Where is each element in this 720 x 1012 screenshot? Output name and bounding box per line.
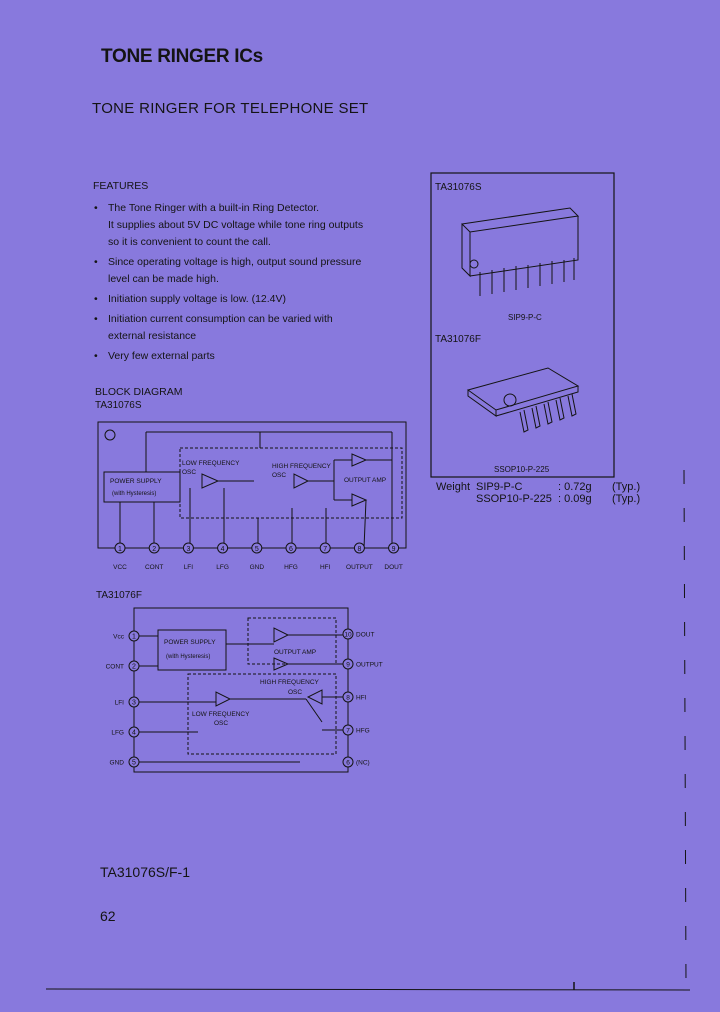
- feature-item: • Initiation current consumption can be varied with external resistance: [92, 311, 412, 345]
- high-frequency-amp-icon: [308, 690, 322, 704]
- pin-number: 2: [152, 546, 157, 553]
- features-list: [92, 200, 412, 368]
- weight-value: : 0.09g: [558, 493, 592, 505]
- low-frequency-amp-icon: [202, 474, 218, 488]
- block-diagram-heading: BLOCK DIAGRAM: [95, 386, 183, 398]
- pin-label: LFG: [216, 564, 229, 571]
- pin-number: 8: [346, 694, 350, 702]
- pin-number: 2: [132, 663, 136, 671]
- page-subtitle: TONE RINGER FOR TELEPHONE SET: [92, 100, 369, 117]
- power-supply-label: POWER SUPPLY: [110, 478, 162, 485]
- pin-label: OUTPUT: [346, 564, 373, 571]
- block-diagram-f-label: TA31076F: [96, 590, 142, 601]
- pin-number: 7: [346, 727, 350, 735]
- high-frequency-label: HIGH FREQUENCY: [272, 463, 331, 470]
- pin-number: 5: [132, 759, 136, 767]
- power-supply-block: [104, 472, 180, 502]
- block-diagram-s-label: TA31076S: [95, 400, 142, 411]
- pin-columns: [106, 629, 383, 767]
- footer-part-number: TA31076S/F-1: [100, 864, 191, 880]
- pin-number: 1: [118, 546, 122, 553]
- page-number: 62: [100, 908, 116, 924]
- weight-value: : 0.72g: [558, 481, 592, 493]
- pin-label: HFI: [319, 564, 331, 571]
- pin-label: VCC: [113, 564, 127, 571]
- low-frequency-amp-icon: [216, 692, 230, 706]
- pin-label: OUTPUT: [356, 661, 383, 669]
- pin-label: HFI: [356, 694, 367, 702]
- feature-item: • Since operating voltage is high, output sound pressure level can be made high.: [92, 254, 412, 288]
- ssop10-package-name: SSOP10-P-225: [494, 465, 550, 474]
- pin-label: HFG: [284, 564, 298, 571]
- pin-label: (NC): [356, 759, 370, 767]
- pin-label: DOUT: [356, 631, 375, 639]
- pin-label: HFG: [356, 727, 370, 735]
- power-supply-label: POWER SUPPLY: [164, 639, 216, 646]
- pin-label: LFI: [114, 699, 124, 707]
- package-part2-label: TA31076F: [435, 334, 481, 345]
- pin-number: 9: [391, 546, 396, 553]
- pin-label: GND: [109, 759, 124, 767]
- low-frequency-label: LOW FREQUENCY: [182, 460, 240, 467]
- pin-number: 6: [346, 759, 350, 767]
- pin-row: [113, 543, 403, 571]
- pin-number: 4: [132, 729, 136, 737]
- ssop10-package-drawing: [468, 368, 578, 432]
- low-frequency-label: LOW FREQUENCY: [192, 711, 250, 718]
- pin-label: DOUT: [384, 564, 403, 571]
- output-amp-label: OUTPUT AMP: [274, 649, 317, 656]
- hysteresis-label: (with Hysteresis): [166, 654, 211, 660]
- feature-item: • The Tone Ringer with a built-in Ring Detector. It supplies about 5V DC voltage while tone ring outputs so it is convenient to count the call.: [92, 200, 412, 251]
- weight-typ: (Typ.): [612, 493, 641, 505]
- feature-item: • Very few external parts: [92, 348, 412, 365]
- weight-typ: (Typ.): [612, 481, 641, 493]
- hysteresis-label: (with Hysteresis): [112, 491, 157, 497]
- block-diagram-s: [94, 418, 414, 578]
- sip9-package-name: SIP9-P-C: [508, 313, 542, 322]
- category-title: TONE RINGER ICs: [101, 46, 263, 67]
- output-amp-icon: [274, 628, 288, 642]
- feature-item: • Initiation supply voltage is low. (12.4V): [92, 291, 412, 308]
- high-frequency-label: HIGH FREQUENCY: [260, 679, 319, 686]
- output-amp-icon: [352, 494, 366, 506]
- pin-label: CONT: [105, 663, 124, 671]
- pin-number: 3: [132, 699, 136, 707]
- output-amp-icon: [274, 658, 288, 670]
- high-frequency-amp-icon: [294, 474, 308, 488]
- pin-number: 7: [323, 546, 328, 553]
- features-heading: FEATURES: [93, 180, 149, 192]
- pin-number: 4: [220, 546, 225, 553]
- pin-number: 8: [357, 546, 362, 553]
- package-outline-panel: [430, 172, 616, 480]
- weight-package: SIP9-P-C: [476, 481, 523, 493]
- pin-label: LFI: [183, 564, 194, 571]
- package-part1-label: TA31076S: [435, 182, 482, 193]
- pin-number: 1: [132, 633, 136, 641]
- output-amp-label: OUTPUT AMP: [344, 477, 387, 484]
- pin-number: 9: [346, 661, 350, 669]
- high-osc-label: OSC: [272, 472, 287, 479]
- pin-number: 6: [289, 546, 293, 553]
- weight-package: SSOP10-P-225: [476, 493, 552, 505]
- pin-number: 10: [344, 631, 352, 639]
- pin-label: Vcc: [113, 633, 124, 641]
- pin-number: 3: [186, 546, 191, 553]
- pin-label: GND: [249, 564, 265, 571]
- weight-label: Weight: [436, 481, 471, 493]
- low-osc-label: OSC: [214, 720, 229, 727]
- sip9-package-drawing: [462, 208, 578, 296]
- power-supply-block: [158, 630, 226, 670]
- output-amp-icon: [352, 454, 366, 466]
- pin-number: 5: [254, 546, 259, 553]
- low-osc-label: OSC: [182, 469, 197, 476]
- high-osc-label: OSC: [288, 689, 303, 696]
- block-diagram-f: [100, 604, 383, 776]
- pin-label: CONT: [144, 564, 164, 571]
- pin-label: LFG: [111, 729, 124, 737]
